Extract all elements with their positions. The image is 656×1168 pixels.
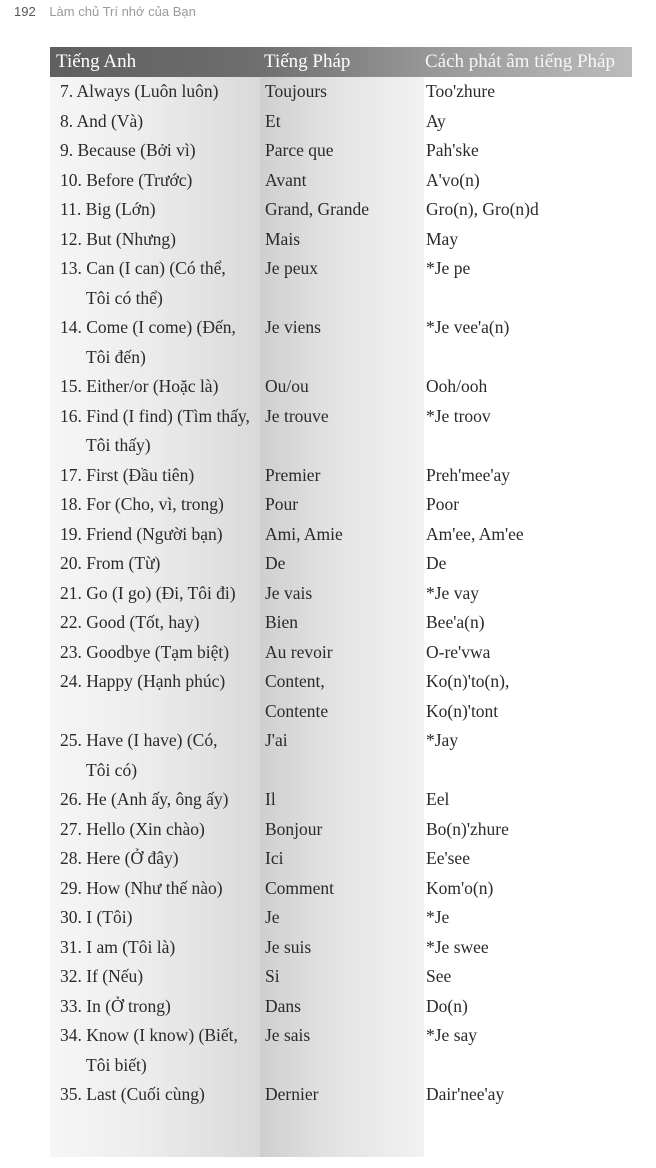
french-word-cell xyxy=(260,579,424,609)
pronunciation-cell xyxy=(424,903,632,933)
pronunciation-cell xyxy=(424,992,632,1022)
french-word-cell xyxy=(260,785,424,815)
french-word-cell-line: Mais xyxy=(265,228,300,249)
french-word-cell xyxy=(260,107,424,137)
french-word-cell-line: Je xyxy=(265,907,280,927)
english-word-cell-line: 31. I am (Tôi là) xyxy=(60,936,176,957)
pronunciation-cell xyxy=(424,107,632,137)
english-word-cell-line: Tôi có thể) xyxy=(86,287,163,308)
pronunciation-cell xyxy=(424,726,632,756)
french-word-cell xyxy=(260,195,424,225)
french-word-cell xyxy=(260,608,424,638)
french-word-cell xyxy=(260,313,424,343)
pronunciation-cell xyxy=(424,638,632,668)
french-word-cell xyxy=(260,962,424,992)
english-word-cell-line: 9. Because (Bởi vì) xyxy=(60,140,196,160)
french-word-cell-line: Parce que xyxy=(265,140,334,160)
french-word-cell xyxy=(260,844,424,874)
table-row xyxy=(50,372,632,402)
english-word-cell-line: 15. Either/or (Hoặc là) xyxy=(60,376,219,396)
pronunciation-cell xyxy=(424,549,632,579)
english-word-cell-line: 10. Before (Trước) xyxy=(60,169,193,190)
english-word-cell-line: 29. How (Như thế nào) xyxy=(60,877,223,898)
table-row xyxy=(50,1021,632,1080)
french-word-cell-line: Dans xyxy=(265,995,301,1016)
french-word-cell-line: Et xyxy=(265,110,281,131)
english-word-cell xyxy=(50,313,260,372)
english-word-cell-line: 18. For (Cho, vì, trong) xyxy=(60,494,224,514)
french-word-cell-line: Je trouve xyxy=(265,405,329,426)
table-row xyxy=(50,166,632,196)
pronunciation-cell-line: *Je say xyxy=(426,1025,478,1045)
table-row xyxy=(50,815,632,845)
pronunciation-cell-line: Am'ee, Am'ee xyxy=(426,523,524,544)
english-word-cell-line: 13. Can (I can) (Có thể, xyxy=(60,258,226,278)
english-word-cell xyxy=(50,933,260,963)
french-word-cell xyxy=(260,992,424,1022)
pronunciation-cell xyxy=(424,372,632,402)
english-word-cell-line: 28. Here (Ở đây) xyxy=(60,848,179,868)
pronunciation-cell-line: *Je vee'a(n) xyxy=(426,317,510,337)
english-word-cell xyxy=(50,402,260,461)
pronunciation-cell-line: Pah'ske xyxy=(426,140,479,160)
table-row xyxy=(50,638,632,668)
vocabulary-table xyxy=(50,47,632,1157)
pronunciation-cell xyxy=(424,962,632,992)
french-word-cell xyxy=(260,402,424,432)
pronunciation-cell xyxy=(424,461,632,491)
book-title: Làm chủ Trí nhớ của Bạn xyxy=(49,4,196,19)
english-word-cell-line: Tôi thấy) xyxy=(86,435,151,455)
french-word-cell-line: Ici xyxy=(265,848,284,868)
pronunciation-cell xyxy=(424,579,632,609)
pronunciation-cell-line: *Je swee xyxy=(426,936,489,957)
pronunciation-cell-line: Ee'see xyxy=(426,848,470,868)
pronunciation-cell xyxy=(424,166,632,196)
pronunciation-cell-line: Dair'nee'ay xyxy=(426,1084,505,1104)
page-number: 192 xyxy=(14,4,36,19)
english-word-cell xyxy=(50,195,260,225)
table-row xyxy=(50,254,632,313)
english-word-cell-line: Tôi biết) xyxy=(86,1054,147,1075)
english-word-cell-line: 14. Come (I come) (Đến, xyxy=(60,317,236,337)
french-word-cell xyxy=(260,372,424,402)
pronunciation-cell-line: O-re'vwa xyxy=(426,641,491,662)
pronunciation-cell xyxy=(424,225,632,255)
french-word-cell-line: Premier xyxy=(265,464,321,485)
french-word-cell xyxy=(260,490,424,520)
french-word-cell xyxy=(260,1080,424,1110)
table-row xyxy=(50,402,632,461)
english-word-cell xyxy=(50,77,260,107)
french-word-cell-line: Au revoir xyxy=(265,641,333,662)
pronunciation-cell xyxy=(424,136,632,166)
french-word-cell-line: Je viens xyxy=(265,317,321,337)
english-word-cell xyxy=(50,490,260,520)
table-row xyxy=(50,903,632,933)
french-word-cell xyxy=(260,667,424,726)
english-word-cell-line: 24. Happy (Hạnh phúc) xyxy=(60,671,226,691)
pronunciation-cell xyxy=(424,254,632,284)
french-word-cell-line: Je peux xyxy=(265,258,318,278)
english-word-cell xyxy=(50,166,260,196)
english-word-cell-line: 33. In (Ở trong) xyxy=(60,995,171,1016)
table-row xyxy=(50,726,632,785)
pronunciation-cell xyxy=(424,1021,632,1051)
english-word-cell-line: 11. Big (Lớn) xyxy=(60,199,156,219)
english-word-cell-line: 17. First (Đầu tiên) xyxy=(60,464,195,485)
pronunciation-cell xyxy=(424,815,632,845)
english-word-cell-line: 12. But (Nhưng) xyxy=(60,228,176,249)
french-word-cell-line: Content, xyxy=(265,671,325,691)
english-word-cell xyxy=(50,874,260,904)
english-word-cell-line: 26. He (Anh ấy, ông ấy) xyxy=(60,789,229,809)
column-header-pronunciation: Cách phát âm tiếng Pháp xyxy=(425,51,615,72)
column-header-french: Tiếng Pháp xyxy=(264,51,351,72)
table-row xyxy=(50,225,632,255)
english-word-cell xyxy=(50,520,260,550)
table-row xyxy=(50,1080,632,1110)
english-word-cell-line: 8. And (Và) xyxy=(60,110,144,131)
table-row xyxy=(50,520,632,550)
english-word-cell-line: 7. Always (Luôn luôn) xyxy=(60,81,219,101)
pronunciation-cell xyxy=(424,667,632,726)
english-word-cell-line: 19. Friend (Người bạn) xyxy=(60,523,223,544)
french-word-cell xyxy=(260,166,424,196)
french-word-cell xyxy=(260,933,424,963)
french-word-cell xyxy=(260,549,424,579)
pronunciation-cell xyxy=(424,195,632,225)
english-word-cell-line: 32. If (Nếu) xyxy=(60,966,144,986)
page-header xyxy=(14,4,196,24)
pronunciation-cell xyxy=(424,608,632,638)
french-word-cell-line: Avant xyxy=(265,169,307,190)
french-word-cell-line: Comment xyxy=(265,877,335,898)
french-word-cell-line: Toujours xyxy=(265,81,327,101)
english-word-cell xyxy=(50,815,260,845)
english-word-cell-line: 27. Hello (Xin chào) xyxy=(60,818,205,839)
english-word-cell xyxy=(50,107,260,137)
pronunciation-cell-line: *Jay xyxy=(426,730,459,750)
french-word-cell xyxy=(260,254,424,284)
english-word-cell-line: 30. I (Tôi) xyxy=(60,907,133,927)
pronunciation-cell-line: Too'zhure xyxy=(426,81,495,101)
table-header xyxy=(50,47,632,77)
pronunciation-cell-line: Bo(n)'zhure xyxy=(426,818,509,839)
french-word-cell-line: Je suis xyxy=(265,936,312,957)
pronunciation-cell xyxy=(424,490,632,520)
english-word-cell-line: 20. From (Từ) xyxy=(60,553,161,573)
table-row xyxy=(50,667,632,726)
table-row xyxy=(50,107,632,137)
french-word-cell-line: Pour xyxy=(265,494,299,514)
french-word-cell xyxy=(260,77,424,107)
pronunciation-cell-line: May xyxy=(426,228,459,249)
english-word-cell xyxy=(50,254,260,313)
pronunciation-cell-line: *Je vay xyxy=(426,582,479,603)
french-word-cell xyxy=(260,136,424,166)
pronunciation-cell-line: *Je xyxy=(426,907,450,927)
english-word-cell xyxy=(50,549,260,579)
pronunciation-cell xyxy=(424,520,632,550)
english-word-cell xyxy=(50,726,260,785)
english-word-cell xyxy=(50,667,260,697)
english-word-cell-line: 21. Go (I go) (Đi, Tôi đi) xyxy=(60,582,236,603)
english-word-cell xyxy=(50,962,260,992)
pronunciation-cell-line: See xyxy=(426,966,452,986)
pronunciation-cell xyxy=(424,933,632,963)
table-body xyxy=(50,77,632,1110)
pronunciation-cell-line: Kom'o(n) xyxy=(426,877,494,898)
pronunciation-cell-line: De xyxy=(426,553,447,573)
french-word-cell xyxy=(260,461,424,491)
pronunciation-cell-line: Bee'a(n) xyxy=(426,612,485,632)
english-word-cell xyxy=(50,372,260,402)
english-word-cell xyxy=(50,136,260,166)
french-word-cell xyxy=(260,520,424,550)
french-word-cell-line: Ami, Amie xyxy=(265,523,343,544)
pronunciation-cell-line: Ko(n)'to(n), xyxy=(426,671,510,691)
french-word-cell-line: Dernier xyxy=(265,1084,319,1104)
english-word-cell-line: 16. Find (I find) (Tìm thấy, xyxy=(60,405,250,426)
pronunciation-cell-line: Preh'mee'ay xyxy=(426,464,511,485)
table-row xyxy=(50,579,632,609)
pronunciation-cell xyxy=(424,844,632,874)
french-word-cell-line: J'ai xyxy=(265,730,288,750)
english-word-cell xyxy=(50,638,260,668)
table-row xyxy=(50,461,632,491)
french-word-cell xyxy=(260,726,424,756)
table-row xyxy=(50,608,632,638)
english-word-cell-line: 35. Last (Cuối cùng) xyxy=(60,1084,205,1104)
table-row xyxy=(50,549,632,579)
french-word-cell-line: Ou/ou xyxy=(265,376,309,396)
table-row xyxy=(50,136,632,166)
english-word-cell-line: 22. Good (Tốt, hay) xyxy=(60,612,200,632)
english-word-cell xyxy=(50,1080,260,1110)
pronunciation-cell-line: Gro(n), Gro(n)d xyxy=(426,199,539,219)
french-word-cell-line: Il xyxy=(265,789,276,809)
table-row xyxy=(50,195,632,225)
pronunciation-cell xyxy=(424,1080,632,1110)
english-word-cell xyxy=(50,579,260,609)
pronunciation-cell-line: Ay xyxy=(426,110,446,131)
english-word-cell xyxy=(50,785,260,815)
column-header-english: Tiếng Anh xyxy=(56,51,137,72)
french-word-cell xyxy=(260,903,424,933)
pronunciation-cell-line: *Je pe xyxy=(426,258,471,278)
table-row xyxy=(50,992,632,1022)
french-word-cell-line: Bien xyxy=(265,612,299,632)
french-word-cell-line: Bonjour xyxy=(265,818,323,839)
english-word-cell xyxy=(50,461,260,491)
french-word-cell-line: Je sais xyxy=(265,1025,311,1045)
french-word-cell-line: Grand, Grande xyxy=(265,199,369,219)
pronunciation-cell-line: Poor xyxy=(426,494,460,514)
table-row xyxy=(50,962,632,992)
table-row xyxy=(50,785,632,815)
french-word-cell-line: Contente xyxy=(265,700,329,721)
table-row xyxy=(50,313,632,372)
table-row xyxy=(50,844,632,874)
pronunciation-cell xyxy=(424,402,632,432)
table-row xyxy=(50,874,632,904)
french-word-cell-line: Si xyxy=(265,966,280,986)
english-word-cell xyxy=(50,903,260,933)
french-word-cell-line: De xyxy=(265,553,286,573)
english-word-cell-line: 23. Goodbye (Tạm biệt) xyxy=(60,641,230,662)
table-row xyxy=(50,933,632,963)
english-word-cell-line: Tôi có) xyxy=(86,759,138,780)
french-word-cell xyxy=(260,815,424,845)
table-row xyxy=(50,490,632,520)
pronunciation-cell-line: A'vo(n) xyxy=(426,169,480,190)
english-word-cell xyxy=(50,992,260,1022)
pronunciation-cell-line: Ooh/ooh xyxy=(426,376,488,396)
pronunciation-cell xyxy=(424,785,632,815)
english-word-cell xyxy=(50,608,260,638)
english-word-cell-line: 34. Know (I know) (Biết, xyxy=(60,1025,238,1045)
english-word-cell xyxy=(50,225,260,255)
pronunciation-cell-line: *Je troov xyxy=(426,405,491,426)
english-word-cell xyxy=(50,1021,260,1080)
english-word-cell-line: 25. Have (I have) (Có, xyxy=(60,730,218,750)
french-word-cell xyxy=(260,874,424,904)
french-word-cell-line: Je vais xyxy=(265,582,313,603)
table-row xyxy=(50,77,632,107)
french-word-cell xyxy=(260,225,424,255)
english-word-cell-line: Tôi đến) xyxy=(86,346,146,367)
pronunciation-cell xyxy=(424,874,632,904)
pronunciation-cell-line: Eel xyxy=(426,789,450,809)
pronunciation-cell xyxy=(424,313,632,343)
french-word-cell xyxy=(260,1021,424,1051)
pronunciation-cell-line: Ko(n)'tont xyxy=(426,700,499,721)
pronunciation-cell-line: Do(n) xyxy=(426,995,468,1016)
english-word-cell xyxy=(50,844,260,874)
pronunciation-cell xyxy=(424,77,632,107)
french-word-cell xyxy=(260,638,424,668)
